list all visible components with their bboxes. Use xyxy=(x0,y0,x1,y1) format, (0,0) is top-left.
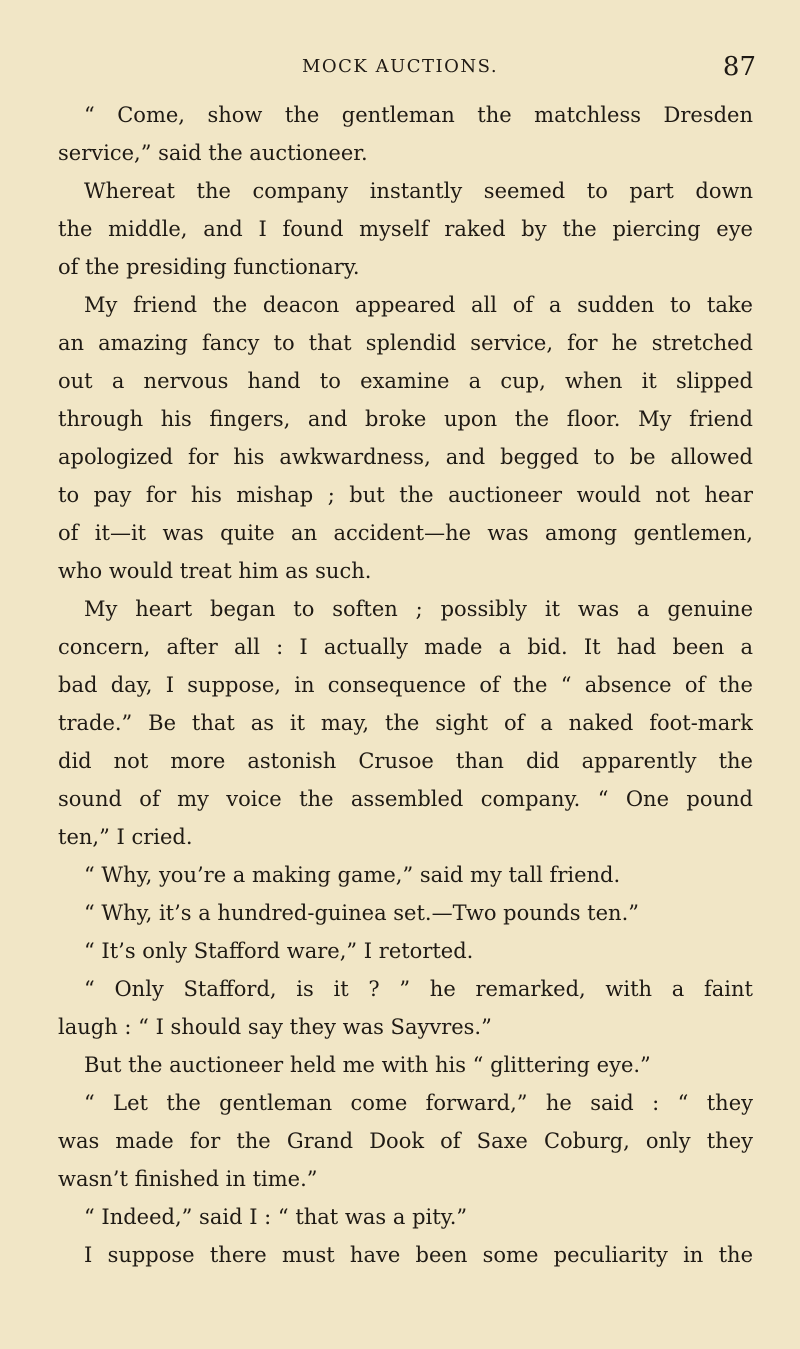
text-line: But the auctioneer held me with his “ glittering eye.” xyxy=(84,1053,651,1077)
text-line: “ It’s only Stafford ware,” I retorted. xyxy=(84,939,474,963)
page-number: 87 xyxy=(722,52,756,82)
text-line: “ Indeed,” said I : “ that was a pity.” xyxy=(84,1205,468,1229)
text-line: who would treat him as such. xyxy=(58,559,372,583)
text-line: “ Why, you’re a making game,” said my tall friend. xyxy=(84,863,621,887)
text-line: the middle, and I found myself raked by the piercing eye xyxy=(58,217,753,241)
text-line: My heart began to soften ; possibly it was a genuine xyxy=(84,597,753,621)
text-line: to pay for his mishap ; but the auctioneer would not hear xyxy=(58,483,753,507)
text-line: “ Only Stafford, is it ? ” he remarked, with a faint xyxy=(84,977,753,1001)
page-header xyxy=(0,52,800,80)
page-body-text xyxy=(58,96,753,1274)
text-line: concern, after all : I actually made a bid. It had been a xyxy=(58,635,753,659)
text-line: was made for the Grand Dook of Saxe Coburg, only they xyxy=(58,1129,753,1153)
text-line: through his fingers, and broke upon the floor. My friend xyxy=(58,407,753,431)
text-line: apologized for his awkwardness, and begged to be allowed xyxy=(58,445,753,469)
text-line: laugh : “ I should say they was Sayvres.” xyxy=(58,1015,492,1039)
text-line: wasn’t finished in time.” xyxy=(58,1167,318,1191)
text-line: service,” said the auctioneer. xyxy=(58,141,368,165)
text-line: out a nervous hand to examine a cup, when it slipped xyxy=(58,369,753,393)
text-line: I suppose there must have been some peculiarity in the xyxy=(84,1243,753,1267)
text-line: sound of my voice the assembled company. “ One pound xyxy=(58,787,753,811)
text-line: “ Come, show the gentleman the matchless Dresden xyxy=(84,103,753,127)
text-line: My friend the deacon appeared all of a sudden to take xyxy=(84,293,753,317)
text-line: Whereat the company instantly seemed to part down xyxy=(84,179,753,203)
text-line: trade.” Be that as it may, the sight of a naked foot-mark xyxy=(58,711,753,735)
text-line: “ Let the gentleman come forward,” he said : “ they xyxy=(84,1091,753,1115)
text-line: “ Why, it’s a hundred-guinea set.—Two pounds ten.” xyxy=(84,901,639,925)
text-line: of the presiding functionary. xyxy=(58,255,360,279)
running-title: MOCK AUCTIONS. xyxy=(301,56,499,77)
text-line: of it—it was quite an accident—he was among gentlemen, xyxy=(58,521,753,545)
text-line: ten,” I cried. xyxy=(58,825,193,849)
text-line: did not more astonish Crusoe than did apparently the xyxy=(58,749,753,773)
text-line: bad day, I suppose, in consequence of the “ absence of the xyxy=(58,673,753,697)
text-line: an amazing fancy to that splendid service, for he stretched xyxy=(58,331,753,355)
